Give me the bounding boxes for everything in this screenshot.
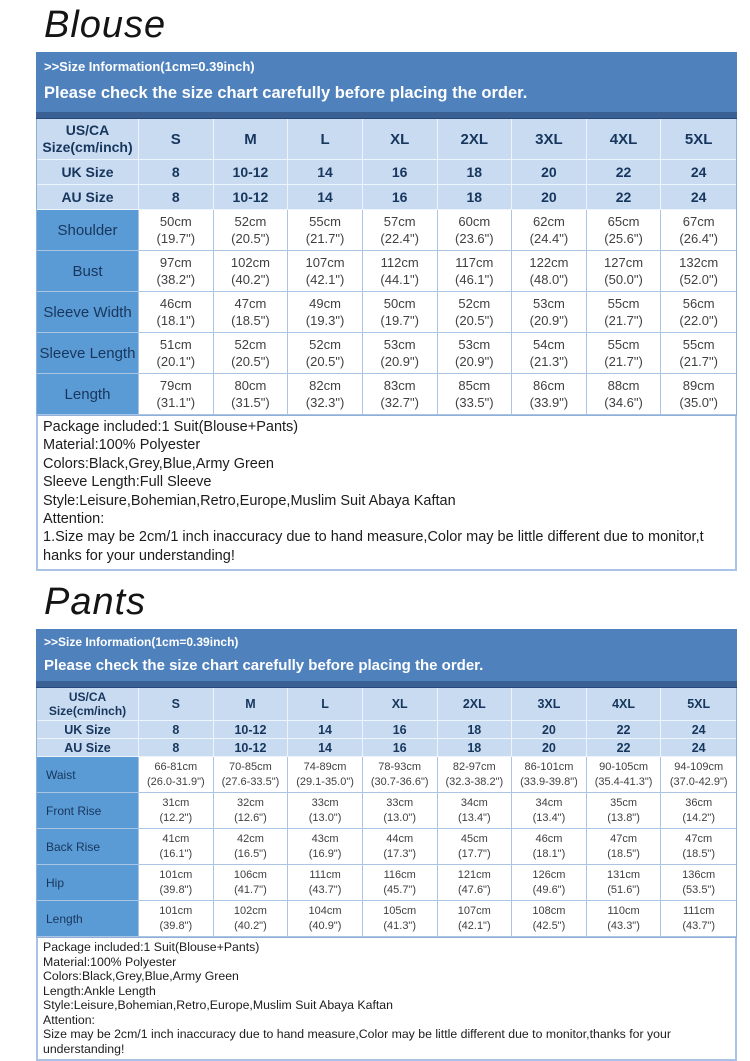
size-value-cell: 24 [661, 185, 736, 210]
measurement-row [37, 374, 736, 415]
measurement-cell: 136cm (53.5") [661, 865, 736, 901]
size-value-cell: 8 [139, 160, 214, 185]
size-column-header: XL [363, 688, 438, 721]
measurement-label: Shoulder [37, 210, 139, 251]
size-value-cell: 22 [587, 721, 662, 739]
measurement-cell: 111cm (43.7") [661, 901, 736, 937]
measurement-cell: 82-97cm (32.3-38.2") [438, 757, 513, 793]
size-value-cell: 22 [587, 739, 662, 757]
measurement-label: Front Rise [37, 793, 139, 829]
note-line: Material:100% Polyester [43, 437, 201, 454]
note-line: Length:Ankle Length [43, 983, 156, 998]
size-value-cell: 20 [512, 160, 587, 185]
pants-size-table [36, 688, 737, 938]
size-column-header: 5XL [661, 688, 736, 721]
note-line: Attention: [43, 1012, 95, 1027]
note-line: Style:Leisure,Bohemian,Retro,Europe,Muslim Suit Abaya Kaftan [43, 998, 393, 1013]
measurement-cell: 102cm (40.2") [214, 901, 289, 937]
measurement-cell: 53cm (20.9") [363, 333, 438, 374]
measurement-cell: 126cm (49.6") [512, 865, 587, 901]
measurement-cell: 62cm (24.4") [512, 210, 587, 251]
table-header-row [37, 688, 736, 721]
size-value-cell: 10-12 [214, 721, 289, 739]
size-value-cell: 8 [139, 185, 214, 210]
size-value-cell: 10-12 [214, 185, 289, 210]
measurement-cell: 110cm (43.3") [587, 901, 662, 937]
pants-product-notes [36, 938, 737, 1061]
size-value-cell: 14 [288, 160, 363, 185]
note-line: 1.Size may be 2cm/1 inch inaccuracy due to hand measure,Color may be little different due to monitor,t [43, 529, 704, 546]
measurement-label: Length [37, 901, 139, 937]
measurement-label: Bust [37, 251, 139, 292]
measurement-cell: 70-85cm (27.6-33.5") [214, 757, 289, 793]
size-equivalent-row [37, 739, 736, 757]
size-value-cell: 14 [288, 739, 363, 757]
measurement-cell: 107cm (42.1") [288, 251, 363, 292]
size-column-header: L [288, 119, 363, 160]
size-system-label: UK Size [37, 721, 139, 739]
pants-section [36, 577, 737, 1061]
measurement-cell: 52cm (20.5") [214, 333, 289, 374]
pants-banner-size-info: >>Size Information(1cm=0.39inch) [44, 635, 239, 650]
size-value-cell: 18 [438, 185, 513, 210]
size-column-header: 2XL [438, 688, 513, 721]
measurement-cell: 46cm (18.1") [139, 292, 214, 333]
blouse-section [36, 0, 737, 571]
note-line: hanks for your understanding! [43, 547, 235, 564]
size-column-header: S [139, 688, 214, 721]
measurement-cell: 33cm (13.0") [288, 793, 363, 829]
blouse-title: Blouse [44, 4, 167, 46]
measurement-cell: 53cm (20.9") [438, 333, 513, 374]
measurement-cell: 35cm (13.8") [587, 793, 662, 829]
blouse-product-notes [36, 416, 737, 571]
measurement-cell: 117cm (46.1") [438, 251, 513, 292]
measurement-row [37, 901, 736, 937]
size-column-header: 4XL [587, 119, 662, 160]
measurement-cell: 60cm (23.6") [438, 210, 513, 251]
size-value-cell: 16 [363, 160, 438, 185]
note-line: Attention: [43, 511, 105, 528]
table-header-row [37, 119, 736, 160]
measurement-cell: 65cm (25.6") [587, 210, 662, 251]
blouse-banner-divider [36, 112, 737, 119]
size-equivalent-row [37, 160, 736, 185]
measurement-label: Hip [37, 865, 139, 901]
measurement-label: Length [37, 374, 139, 415]
size-column-header: S [139, 119, 214, 160]
measurement-label: Sleeve Width [37, 292, 139, 333]
measurement-cell: 89cm (35.0") [661, 374, 736, 415]
size-value-cell: 20 [512, 721, 587, 739]
measurement-cell: 46cm (18.1") [512, 829, 587, 865]
measurement-cell: 32cm (12.6") [214, 793, 289, 829]
measurement-cell: 105cm (41.3") [363, 901, 438, 937]
measurement-cell: 55cm (21.7") [661, 333, 736, 374]
size-value-cell: 20 [512, 185, 587, 210]
measurement-cell: 122cm (48.0") [512, 251, 587, 292]
size-column-header: M [214, 688, 289, 721]
measurement-row [37, 829, 736, 865]
measurement-cell: 52cm (20.5") [288, 333, 363, 374]
measurement-cell: 50cm (19.7") [363, 292, 438, 333]
size-value-cell: 24 [661, 721, 736, 739]
note-line: Material:100% Polyester [43, 954, 177, 969]
measurement-cell: 34cm (13.4") [438, 793, 513, 829]
measurement-label: Waist [37, 757, 139, 793]
size-value-cell: 16 [363, 739, 438, 757]
measurement-cell: 42cm (16.5") [214, 829, 289, 865]
measurement-cell: 116cm (45.7") [363, 865, 438, 901]
measurement-cell: 33cm (13.0") [363, 793, 438, 829]
size-column-header: 3XL [512, 688, 587, 721]
measurement-cell: 53cm (20.9") [512, 292, 587, 333]
size-value-cell: 10-12 [214, 739, 289, 757]
measurement-cell: 97cm (38.2") [139, 251, 214, 292]
note-line: Sleeve Length:Full Sleeve [43, 474, 212, 491]
note-line: Package included:1 Suit(Blouse+Pants) [43, 940, 260, 955]
measurement-cell: 49cm (19.3") [288, 292, 363, 333]
measurement-row [37, 793, 736, 829]
measurement-cell: 108cm (42.5") [512, 901, 587, 937]
measurement-cell: 34cm (13.4") [512, 793, 587, 829]
measurement-cell: 78-93cm (30.7-36.6") [363, 757, 438, 793]
measurement-cell: 111cm (43.7") [288, 865, 363, 901]
measurement-cell: 47cm (18.5") [214, 292, 289, 333]
measurement-cell: 94-109cm (37.0-42.9") [661, 757, 736, 793]
note-line: Colors:Black,Grey,Blue,Army Green [43, 455, 274, 472]
measurement-cell: 80cm (31.5") [214, 374, 289, 415]
measurement-row [37, 865, 736, 901]
measurement-cell: 57cm (22.4") [363, 210, 438, 251]
content [36, 0, 737, 1061]
measurement-cell: 102cm (40.2") [214, 251, 289, 292]
note-line: Colors:Black,Grey,Blue,Army Green [43, 969, 239, 984]
measurement-cell: 41cm (16.1") [139, 829, 214, 865]
blouse-size-info-banner [36, 52, 737, 112]
pants-banner-warning: Please check the size chart carefully before placing the order. [44, 657, 484, 675]
size-equivalent-row [37, 185, 736, 210]
size-column-header: 5XL [661, 119, 736, 160]
measurement-cell: 101cm (39.8") [139, 901, 214, 937]
measurement-cell: 82cm (32.3") [288, 374, 363, 415]
size-value-cell: 14 [288, 185, 363, 210]
note-line: Style:Leisure,Bohemian,Retro,Europe,Muslim Suit Abaya Kaftan [43, 492, 456, 509]
size-equivalent-row [37, 721, 736, 739]
measurement-cell: 43cm (16.9") [288, 829, 363, 865]
measurement-cell: 79cm (31.1") [139, 374, 214, 415]
measurement-row [37, 757, 736, 793]
measurement-cell: 112cm (44.1") [363, 251, 438, 292]
measurement-cell: 36cm (14.2") [661, 793, 736, 829]
measurement-cell: 85cm (33.5") [438, 374, 513, 415]
measurement-cell: 104cm (40.9") [288, 901, 363, 937]
corner-header-cell: US/CA Size(cm/inch) [37, 688, 139, 721]
size-value-cell: 22 [587, 160, 662, 185]
note-line: Package included:1 Suit(Blouse+Pants) [43, 419, 299, 435]
measurement-label: Back Rise [37, 829, 139, 865]
measurement-cell: 106cm (41.7") [214, 865, 289, 901]
size-value-cell: 24 [661, 739, 736, 757]
measurement-cell: 47cm (18.5") [661, 829, 736, 865]
measurement-cell: 55cm (21.7") [288, 210, 363, 251]
size-value-cell: 16 [363, 185, 438, 210]
measurement-cell: 88cm (34.6") [587, 374, 662, 415]
size-value-cell: 24 [661, 160, 736, 185]
size-column-header: L [288, 688, 363, 721]
measurement-cell: 54cm (21.3") [512, 333, 587, 374]
size-value-cell: 18 [438, 721, 513, 739]
corner-header-cell: US/CA Size(cm/inch) [37, 119, 139, 160]
measurement-cell: 86cm (33.9") [512, 374, 587, 415]
size-value-cell: 20 [512, 739, 587, 757]
measurement-cell: 127cm (50.0") [587, 251, 662, 292]
size-system-label: UK Size [37, 160, 139, 185]
size-column-header: XL [363, 119, 438, 160]
measurement-cell: 83cm (32.7") [363, 374, 438, 415]
measurement-row [37, 251, 736, 292]
size-column-header: M [214, 119, 289, 160]
size-value-cell: 10-12 [214, 160, 289, 185]
measurement-cell: 74-89cm (29.1-35.0") [288, 757, 363, 793]
measurement-cell: 51cm (20.1") [139, 333, 214, 374]
size-value-cell: 8 [139, 721, 214, 739]
pants-banner-divider [36, 681, 737, 688]
measurement-cell: 31cm (12.2") [139, 793, 214, 829]
measurement-row [37, 333, 736, 374]
measurement-cell: 45cm (17.7") [438, 829, 513, 865]
pants-size-info-banner [36, 629, 737, 681]
blouse-banner-size-info: >>Size Information(1cm=0.39inch) [44, 59, 255, 74]
measurement-cell: 56cm (22.0") [661, 292, 736, 333]
measurement-cell: 67cm (26.4") [661, 210, 736, 251]
measurement-cell: 86-101cm (33.9-39.8") [512, 757, 587, 793]
measurement-row [37, 292, 736, 333]
measurement-cell: 131cm (51.6") [587, 865, 662, 901]
size-column-header: 4XL [587, 688, 662, 721]
measurement-cell: 66-81cm (26.0-31.9") [139, 757, 214, 793]
measurement-cell: 121cm (47.6") [438, 865, 513, 901]
size-column-header: 3XL [512, 119, 587, 160]
blouse-size-table [36, 119, 737, 416]
measurement-cell: 107cm (42.1") [438, 901, 513, 937]
measurement-row [37, 210, 736, 251]
note-line: Size may be 2cm/1 inch inaccuracy due to hand measure,Color may be little different due to monitor,thanks for your understanding! [43, 1027, 671, 1056]
measurement-cell: 132cm (52.0") [661, 251, 736, 292]
size-value-cell: 16 [363, 721, 438, 739]
size-value-cell: 18 [438, 160, 513, 185]
size-value-cell: 8 [139, 739, 214, 757]
measurement-cell: 101cm (39.8") [139, 865, 214, 901]
size-value-cell: 18 [438, 739, 513, 757]
measurement-cell: 52cm (20.5") [438, 292, 513, 333]
measurement-cell: 55cm (21.7") [587, 292, 662, 333]
measurement-label: Sleeve Length [37, 333, 139, 374]
measurement-cell: 90-105cm (35.4-41.3") [587, 757, 662, 793]
measurement-cell: 52cm (20.5") [214, 210, 289, 251]
size-system-label: AU Size [37, 185, 139, 210]
blouse-banner-warning: Please check the size chart carefully before placing the order. [44, 84, 528, 102]
measurement-cell: 44cm (17.3") [363, 829, 438, 865]
measurement-cell: 50cm (19.7") [139, 210, 214, 251]
measurement-cell: 47cm (18.5") [587, 829, 662, 865]
size-system-label: AU Size [37, 739, 139, 757]
size-value-cell: 22 [587, 185, 662, 210]
pants-title: Pants [44, 581, 147, 624]
size-column-header: 2XL [438, 119, 513, 160]
size-value-cell: 14 [288, 721, 363, 739]
measurement-cell: 55cm (21.7") [587, 333, 662, 374]
